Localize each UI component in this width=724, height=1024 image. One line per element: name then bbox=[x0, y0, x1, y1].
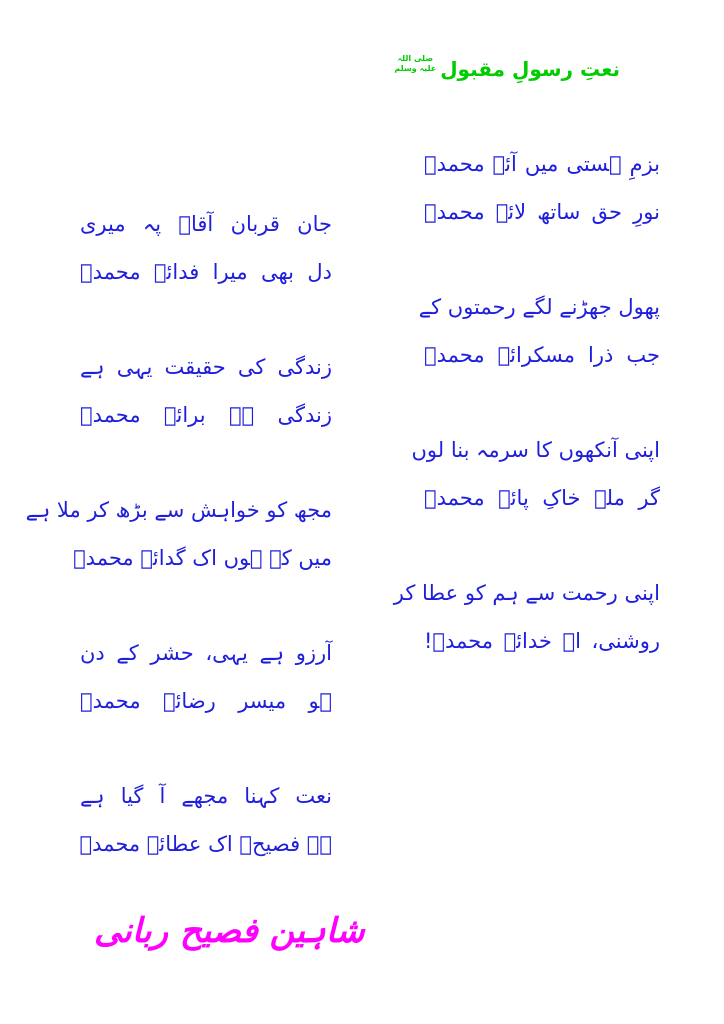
couplet-4 bbox=[393, 569, 660, 665]
poem-line: زندگی کی حقیقت یہی ہے bbox=[80, 355, 332, 379]
poem-line: گر ملے خاکِ پائے محمدؐ bbox=[424, 486, 660, 510]
poem-line: جب ذرا مسکرائے محمدؐ bbox=[424, 343, 660, 367]
poem-line: نورِ حق ساتھ لائے محمدؐ bbox=[424, 200, 660, 224]
poem-line: مجھ کو خواہش سے بڑھ کر ملا ہے bbox=[25, 498, 332, 522]
naat-title bbox=[394, 42, 620, 96]
poet-signature: شاہین فصیح ربانی bbox=[94, 911, 365, 951]
poem-line: ہے فصیحؔ اک عطائے محمدؐ bbox=[79, 832, 332, 856]
poem-line: دل بھی میرا فدائے محمدؐ bbox=[80, 260, 332, 284]
couplet-5 bbox=[80, 200, 332, 296]
poem-column-left bbox=[25, 200, 332, 915]
poem-column-right bbox=[393, 140, 660, 712]
poem-line: زندگی ہے برائے محمدؐ bbox=[80, 403, 332, 427]
couplet-1 bbox=[424, 140, 660, 236]
poem-line: بزمِ ہستی میں آئے محمدؐ bbox=[424, 152, 660, 176]
poem-line: پھول جھڑنے لگے رحمتوں کے bbox=[418, 295, 660, 319]
poem-line: روشنی، اے خدائے محمدؐ! bbox=[424, 629, 660, 653]
couplet-8 bbox=[80, 629, 332, 725]
couplet-6 bbox=[80, 343, 332, 439]
poem-line: جان قربان آقاؐ پہ میری bbox=[80, 212, 332, 236]
poem-line: آرزو ہے یہی، حشر کے دن bbox=[80, 641, 332, 665]
salawat-line-2: علیہ وسلم bbox=[394, 64, 437, 73]
naat-title-text: نعتِ رسولِ مقبول bbox=[440, 57, 620, 81]
poem-line: اپنی آنکھوں کا سرمہ بنا لوں bbox=[411, 438, 660, 462]
couplet-3 bbox=[411, 426, 660, 522]
poem-line: نعت کہنا مجھے آ گیا ہے bbox=[80, 784, 332, 808]
poem-line: ہو میسر رضائے محمدؐ bbox=[80, 689, 332, 713]
couplet-7 bbox=[25, 486, 332, 582]
salawat-line-1: صلی اللہ bbox=[397, 54, 434, 63]
salawat-calligraphy-icon bbox=[394, 54, 436, 74]
couplet-2 bbox=[418, 283, 660, 379]
poem-line: میں کہ ہوں اک گدائے محمدؐ bbox=[73, 546, 332, 570]
couplet-9 bbox=[80, 772, 332, 868]
poem-line: اپنی رحمت سے ہم کو عطا کر bbox=[393, 581, 660, 605]
